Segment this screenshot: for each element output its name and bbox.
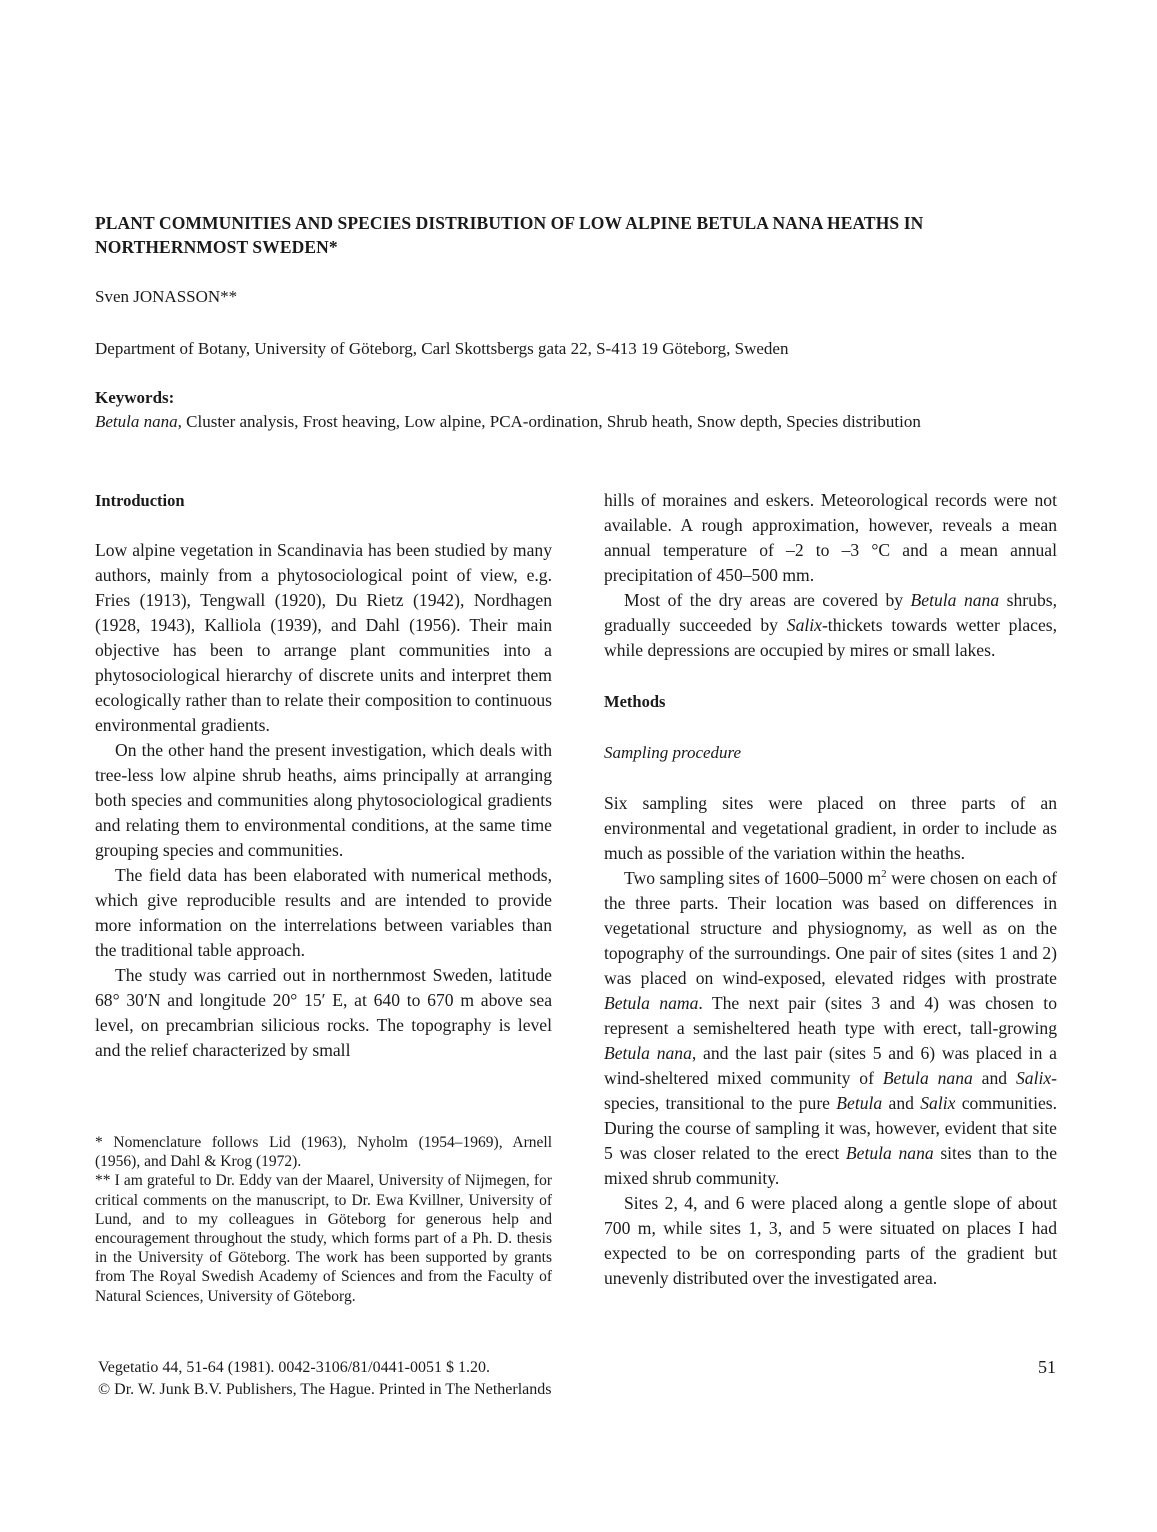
copyright-line: © Dr. W. Junk B.V. Publishers, The Hague. Printed in The Netherlands xyxy=(98,1381,552,1398)
keywords-heading: Keywords: xyxy=(95,388,175,407)
left-column xyxy=(95,488,552,1063)
right-column xyxy=(604,488,1057,1291)
author-affiliation: Department of Botany, University of Göteborg, Carl Skottsbergs gata 22, S-413 19 Göteborg, Sweden xyxy=(95,339,789,358)
keyword-italic: Betula nana xyxy=(95,412,178,431)
site-paragraph-continued: hills of moraines and eskers. Meteorological records were not available. A rough approximation, however, reveals a mean annual temperature of –2 to –3 °C and a mean annual precipitation of 450–500 mm. xyxy=(604,490,1057,585)
keywords-rest: , Cluster analysis, Frost heaving, Low alpine, PCA-ordination, Shrub heath, Snow depth, Species distribution xyxy=(177,412,921,431)
footnotes xyxy=(95,1133,552,1306)
sampling-paragraph-2: Two sampling sites of 1600–5000 $m^2$ were chosen on each of the three parts. Their location was based on differences in vegetational structure and physiognomy, as well as on the topography of the surroundings. One pair of sites (sites 1 and 2) was placed on wind-exposed, elevated ridges with prostrate Betula nama. The next pair (sites 3 and 4) was chosen to represent a semisheltered heath type with erect, tall-growing Betula nana, and the last pair (sites 5 and 6) was placed in a wind-sheltered mixed community of Betula nana and Salix-species, transitional to the pure Betula and Salix communities. During the course of sampling it was, however, evident that site 5 was closer related to the erect Betula nana sites than to the mixed shrub community. xyxy=(604,868,1058,1188)
methods-heading: Methods xyxy=(604,692,666,711)
keywords-list xyxy=(95,412,921,432)
footnote-1: * Nomenclature follows Lid (1963), Nyholm (1954–1969), Arnell (1956), and Dahl & Krog (1972). xyxy=(95,1134,552,1171)
citation-line: Vegetatio 44, 51-64 (1981). 0042-3106/81/0441-0051 $ 1.20. xyxy=(98,1359,490,1376)
intro-paragraph-1: Low alpine vegetation in Scandinavia has been studied by many authors, mainly from a phytosociological point of view, e.g. Fries (1913), Tengwall (1920), Du Rietz (1942), Nordhagen (1928, 1943), Kalliola (1939), and Dahl (1956). Their main objective has been to arrange plant communities into a phytosociological hierarchy of discrete units and interpret them ecologically rather than to relate their composition to continuous environmental gradients. xyxy=(95,540,552,735)
page-number: 51 xyxy=(1038,1357,1056,1377)
paper-title: PLANT COMMUNITIES AND SPECIES DISTRIBUTION OF LOW ALPINE BETULA NANA HEATHS IN NORTHERNMOST SWEDEN* xyxy=(95,213,924,257)
sampling-paragraph-3: Sites 2, 4, and 6 were placed along a gentle slope of about 700 m, while sites 1, 3, and 5 were situated on places I had expected to be on corresponding parts of the gradient but unevenly distributed over the investigated area. xyxy=(604,1193,1057,1288)
sampling-paragraph-1: Six sampling sites were placed on three parts of an environmental and vegetational gradient, in order to include as much as possible of the variation within the heaths. xyxy=(604,793,1057,863)
footnote-2: ** I am grateful to Dr. Eddy van der Maarel, University of Nijmegen, for critical comments on the manuscript, to Dr. Ewa Kvillner, University of Lund, and to my colleagues in Göteborg for generous help and encouragement throughout the study, which forms part of a Ph. D. thesis in the University of Göteborg. The work has been supported by grants from The Royal Swedish Academy of Sciences and from the Faculty of Natural Sciences, University of Göteborg. xyxy=(95,1172,552,1305)
introduction-heading: Introduction xyxy=(95,491,185,510)
intro-paragraph-2: On the other hand the present investigation, which deals with tree-less low alpine shrub heaths, aims principally at arranging both species and communities along phytosociological gradients and relating them to environmental conditions, at the same time grouping species and communities. xyxy=(95,740,552,860)
intro-paragraph-3: The field data has been elaborated with numerical methods, which give reproducible results and are intended to provide more information on the interrelations between variables than the traditional table approach. xyxy=(95,865,552,960)
author-name: Sven JONASSON** xyxy=(95,287,238,306)
sampling-procedure-heading: Sampling procedure xyxy=(604,743,742,762)
intro-paragraph-4: The study was carried out in northernmost Sweden, latitude 68° 30′N and longitude 20° 15′ E, at 640 to 670 m above sea level, on precambrian silicious rocks. The topography is level and the relief characterized by small xyxy=(95,965,552,1060)
vegetation-paragraph: Most of the dry areas are covered by Betula nana shrubs, gradually succeeded by Salix-thickets towards wetter places, while depressions are occupied by mires or small lakes. xyxy=(604,590,1057,660)
